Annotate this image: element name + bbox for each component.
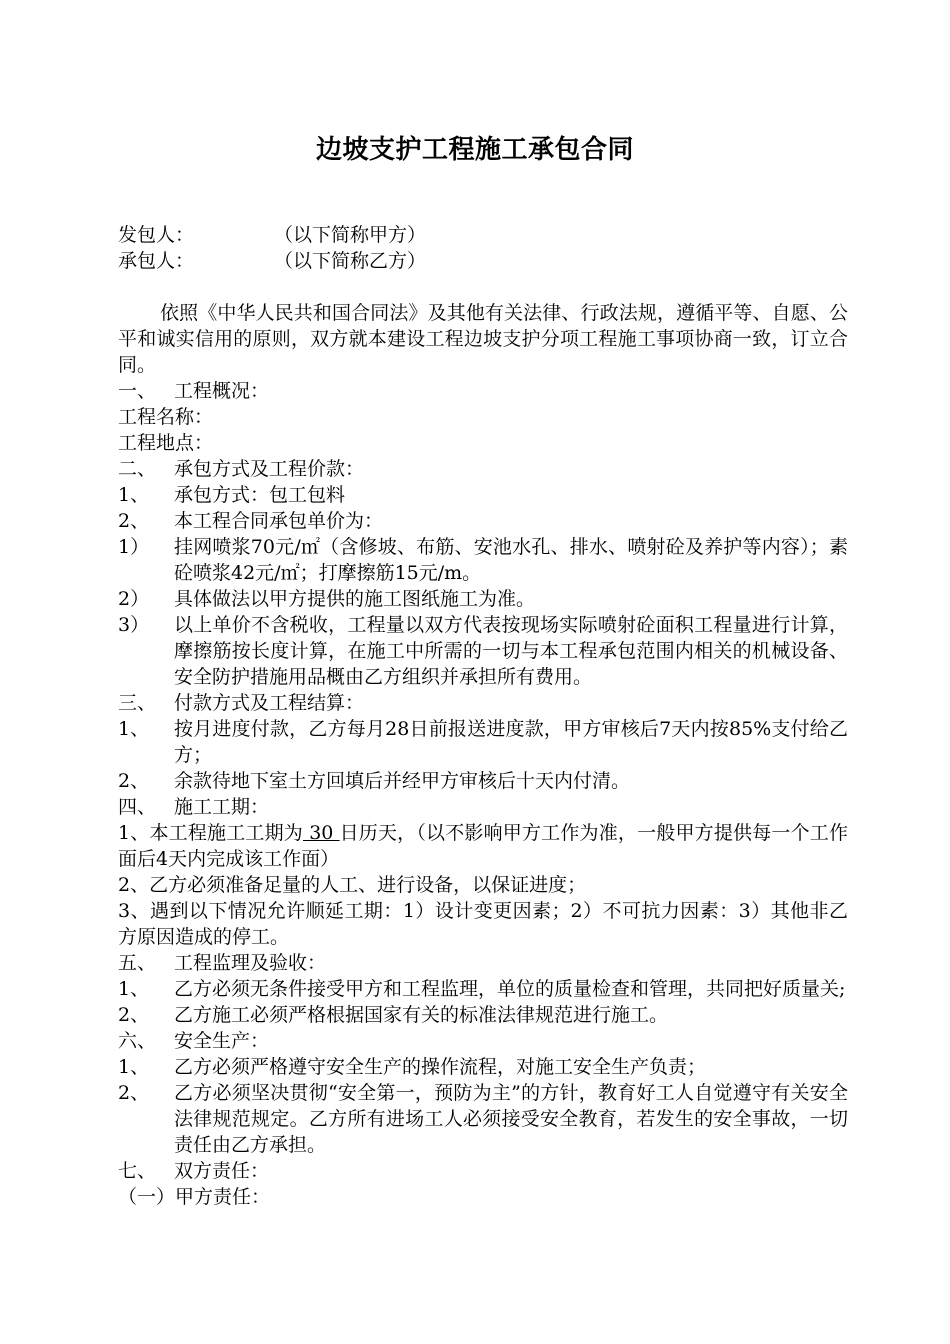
preamble-paragraph: 依照《中华人民共和国合同法》及其他有关法律、行政法规，遵循平等、自愿、公平和诚实信用的原则，双方就本建设工程边坡支护分项工程施工事项协商一致，订立合同。 [118, 302, 848, 376]
contract-title: 边坡支护工程施工承包合同 [315, 135, 634, 165]
section-heading [118, 456, 848, 482]
item-text: 承包方式：包工包料 [174, 484, 346, 506]
list-item [118, 976, 848, 1002]
list-item [118, 508, 848, 534]
item-text: 具体做法以甲方提供的施工图纸施工为准。 [174, 588, 536, 610]
list-item [118, 612, 848, 690]
item-text: 挂网喷浆70元/㎡（含修坡、布筋、安池水孔、排水、喷射砼及养护等内容）；素砼喷浆42元/㎡；打摩擦筋15元/m。 [174, 536, 848, 584]
employer-line [118, 222, 848, 248]
schedule-clause-3: 3、遇到以下情况允许顺延工期：1）设计变更因素；2）不可抗力因素：3）其他非乙方原因造成的停工。 [118, 900, 848, 948]
list-item [118, 1054, 848, 1080]
subsection-heading: （一）甲方责任： [118, 1186, 271, 1208]
section-heading [118, 1158, 848, 1184]
list-item [118, 1002, 848, 1028]
section-heading [118, 1028, 848, 1054]
section-heading [118, 378, 848, 404]
item-number: 1、 [118, 718, 150, 740]
section-number: 七、 [118, 1160, 157, 1182]
schedule-clause-2: 2、乙方必须准备足量的人工、进行设备，以保证进度； [118, 874, 587, 896]
section-title: 双方责任： [174, 1160, 270, 1182]
list-item [118, 1080, 848, 1158]
project-name-label: 工程名称： [118, 406, 214, 428]
section-number: 六、 [118, 1030, 157, 1052]
item-text: 乙方施工必须严格根据国家有关的标准法律规范进行施工。 [174, 1004, 669, 1026]
section-heading [118, 690, 848, 716]
item-text: 乙方必须严格遵守安全生产的操作流程，对施工安全生产负责； [174, 1056, 707, 1078]
section-title: 付款方式及工程结算： [174, 692, 365, 714]
item-number: 1、 [118, 484, 150, 506]
contractor-label: 承包人： [118, 250, 195, 272]
item-text: 按月进度付款，乙方每月28日前报送进度款，甲方审核后7天内按85%支付给乙方； [174, 718, 848, 766]
item-number: 3） [118, 614, 150, 636]
item-text: 本工程合同承包单价为： [174, 510, 384, 532]
section-number: 二、 [118, 458, 157, 480]
item-number: 2、 [118, 1004, 150, 1026]
item-number: 1） [118, 536, 150, 558]
list-item [118, 586, 848, 612]
list-item [118, 716, 848, 768]
section-title: 安全生产： [174, 1030, 270, 1052]
section-title: 施工工期： [174, 796, 270, 818]
section-number: 五、 [118, 952, 157, 974]
contractor-line [118, 248, 848, 274]
item-number: 2、 [118, 770, 150, 792]
clause-text: 1、本工程施工工期为 [118, 822, 303, 844]
section-title: 工程概况： [174, 380, 270, 402]
section-heading [118, 950, 848, 976]
project-site-label: 工程地点： [118, 432, 214, 454]
section-heading [118, 794, 848, 820]
employer-label: 发包人： [118, 224, 195, 246]
section-title: 工程监理及验收： [174, 952, 327, 974]
item-text: 余款待地下室土方回填后并经甲方审核后十天内付清。 [174, 770, 631, 792]
section-number: 四、 [118, 796, 157, 818]
item-number: 2、 [118, 510, 150, 532]
contract-body [118, 222, 848, 1210]
list-item [118, 768, 848, 794]
item-text: 乙方必须坚决贯彻“安全第一，预防为主”的方针，教育好工人自觉遵守有关安全法律规范规定。乙方所有进场工人必须接受安全教育，若发生的安全事故，一切责任由乙方承担。 [174, 1082, 848, 1156]
spacer [118, 274, 848, 300]
section-title: 承包方式及工程价款： [174, 458, 365, 480]
item-number: 2、 [118, 1082, 150, 1104]
item-text: 以上单价不含税收，工程量以双方代表按现场实际喷射砼面积工程量进行计算，摩擦筋按长度计算，在施工中所需的一切与本工程承包范围内相关的机械设备、安全防护措施用品概由乙方组织并承担所有费用。 [174, 614, 848, 688]
list-item [118, 534, 848, 586]
employer-note: （以下简称甲方） [274, 224, 427, 246]
item-text: 乙方必须无条件接受甲方和工程监理，单位的质量检查和管理，共同把好质量关; [174, 978, 846, 1000]
schedule-clause-1 [118, 820, 848, 872]
clause-text: 日历天，（以不影响甲方工作为准，一般甲方提供每一个工作面后4天内完成该工作面） [118, 822, 848, 870]
section-number: 一、 [118, 380, 157, 402]
section-number: 三、 [118, 692, 157, 714]
contractor-note: （以下简称乙方） [274, 250, 427, 272]
duration-days: 30 [302, 822, 340, 844]
item-number: 1、 [118, 978, 150, 1000]
item-number: 2） [118, 588, 150, 610]
list-item [118, 482, 848, 508]
item-number: 1、 [118, 1056, 150, 1078]
